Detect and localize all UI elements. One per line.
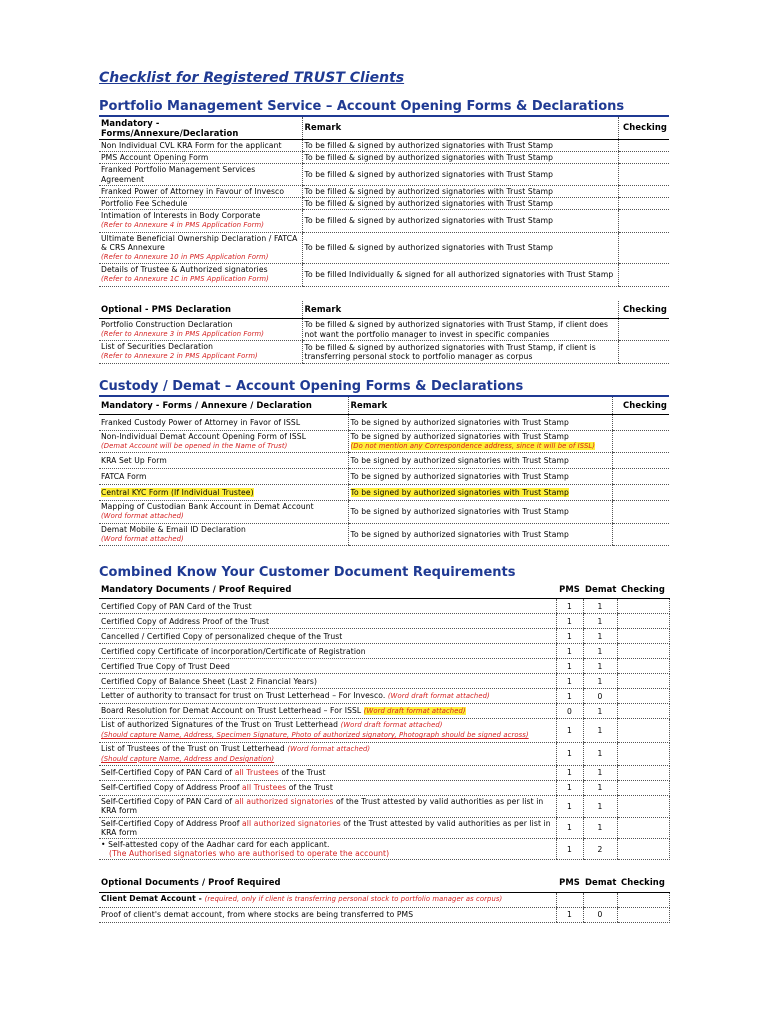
table-row: [99, 264, 669, 286]
checking-cell[interactable]: [612, 453, 669, 469]
pms-value: 1: [567, 725, 572, 735]
page-title: Checklist for Registered TRUST Clients: [99, 70, 405, 86]
checking-cell[interactable]: [617, 599, 669, 614]
remark-text: To be filled & signed by authorized signatories with Trust Stamp: [304, 216, 554, 226]
remark-note: (Do not mention any Correspondence address, since it will be of ISSL): [350, 442, 596, 451]
demat-value: 1: [597, 749, 603, 759]
document-page: [99, 68, 669, 923]
pms-section-heading: Portfolio Management Service – Account Opening Forms & Declarations: [99, 98, 669, 117]
remark-cell: [348, 523, 612, 545]
checking-cell[interactable]: [618, 198, 669, 210]
pms-count: [556, 614, 583, 629]
table-header-row: [99, 117, 669, 140]
remark-cell: [302, 164, 618, 185]
form-cell: [99, 210, 302, 232]
table-row: [99, 430, 669, 452]
remark-text: To be filled & signed by authorized signatories with Trust Stamp: [304, 243, 554, 253]
column-header: Checking: [617, 874, 669, 892]
form-cell: [99, 501, 348, 523]
document-cell: [99, 892, 556, 907]
demat-count: [583, 719, 617, 742]
table-row: [99, 674, 669, 689]
remark-cell: [302, 140, 618, 152]
form-note: (Demat Account will be opened in the Name of Trust): [101, 442, 288, 451]
checking-cell[interactable]: [612, 501, 669, 523]
demat-count: [583, 838, 617, 859]
pms-value: 0: [567, 706, 572, 716]
table-row: [99, 892, 669, 907]
document-cell: [99, 907, 556, 922]
remark-cell: [348, 430, 612, 452]
pms-count: [556, 781, 583, 796]
document-text: Letter of authority to transact for trust on Trust Letterhead – For Invesco.: [101, 691, 388, 701]
document-cell: [99, 766, 556, 781]
document-red-text: (Word format attached): [287, 744, 371, 753]
checking-cell[interactable]: [612, 485, 669, 501]
table-row: [99, 838, 669, 859]
demat-count: [583, 766, 617, 781]
form-cell: [99, 264, 302, 286]
column-header: Mandatory Documents / Proof Required: [99, 581, 556, 599]
demat-value: 1: [597, 646, 603, 656]
table-row: [99, 453, 669, 469]
form-name: List of Securities Declaration: [101, 342, 214, 352]
remark-cell: [302, 185, 618, 197]
table-row: [99, 210, 669, 232]
remark-text: To be filled & signed by authorized signatories with Trust Stamp: [304, 199, 554, 209]
form-name: Intimation of Interests in Body Corporate: [101, 211, 261, 221]
form-name: Ultimate Beneficial Ownership Declaration / FATCA & CRS Annexure: [101, 233, 298, 252]
kyc-section-heading: Combined Know Your Customer Document Requirements: [99, 565, 516, 581]
table-row: [99, 164, 669, 185]
form-note: (Word format attached): [101, 512, 184, 521]
checking-cell[interactable]: [612, 523, 669, 545]
checking-cell[interactable]: [618, 185, 669, 197]
form-cell: [99, 430, 348, 452]
checking-cell[interactable]: [617, 766, 669, 781]
remark-text: To be signed by authorized signatories with Trust Stamp: [350, 417, 569, 427]
checking-cell[interactable]: [612, 469, 669, 485]
pms-value: 1: [567, 823, 572, 833]
demat-count: [583, 689, 617, 704]
document-text-tail: of the Trust: [278, 768, 326, 778]
remark-cell: [348, 453, 612, 469]
form-note: (Refer to Annexure 10 in PMS Application Form): [101, 253, 269, 262]
form-cell: [99, 318, 302, 340]
form-name: Franked Portfolio Management Services Agreement: [101, 165, 256, 184]
table-row: [99, 140, 669, 152]
remark-text: To be filled & signed by authorized signatories with Trust Stamp: [304, 141, 554, 150]
table-row: [99, 796, 669, 817]
remark-cell: [302, 198, 618, 210]
document-text-tail: of the Trust: [286, 783, 333, 793]
form-cell: [99, 232, 302, 264]
table-header-row: [99, 301, 669, 319]
document-text: Self-Certified Copy of Address Proof: [101, 783, 243, 793]
document-note: (Should capture Name, Address and Designation): [101, 754, 275, 763]
demat-count: [583, 599, 617, 614]
form-name: Mapping of Custodian Bank Account in Demat Account: [101, 502, 314, 512]
table-row: [99, 414, 669, 430]
pms-count: [556, 659, 583, 674]
document-text: Certified Copy of Address Proof of the Trust: [101, 616, 270, 626]
pms-count: [556, 644, 583, 659]
table-row: [99, 185, 669, 197]
form-cell: [99, 152, 302, 164]
pms-count: [556, 817, 583, 838]
document-text: Self-Certified Copy of PAN Card of: [101, 797, 235, 807]
column-header: Mandatory - Forms/Annexure/Declaration: [99, 117, 302, 140]
form-note: (Refer to Annexure 1C in PMS Application Form): [101, 275, 269, 284]
document-text: Client Demat Account -: [101, 894, 205, 904]
document-text: • Self-attested copy of the Aadhar card for each applicant.: [101, 839, 330, 849]
document-text-tail: of the Trust attested by valid authorities as per list in KRA form: [101, 818, 551, 837]
table-row: [99, 704, 669, 719]
column-header: PMS: [556, 581, 583, 599]
form-name: Portfolio Fee Schedule: [101, 199, 188, 209]
demat-count: [583, 659, 617, 674]
pms-value: 1: [567, 691, 572, 701]
table-row: [99, 644, 669, 659]
checking-cell[interactable]: [617, 781, 669, 796]
form-cell: [99, 164, 302, 185]
demat-value: 1: [597, 801, 603, 811]
demat-value: 1: [597, 725, 603, 735]
pms-value: 1: [567, 844, 572, 854]
demat-count: [583, 674, 617, 689]
demat-value: 1: [597, 676, 603, 686]
document-cell: [99, 742, 556, 765]
checking-cell[interactable]: [617, 719, 669, 742]
remark-text: To be signed by authorized signatories with Trust Stamp: [350, 431, 569, 441]
pms-count: [556, 599, 583, 614]
remark-text: To be signed by authorized signatories with Trust Stamp: [350, 456, 569, 466]
demat-value: 1: [597, 631, 603, 641]
document-red-text: all authorized signatories: [242, 818, 341, 828]
remark-cell: [302, 318, 618, 340]
checking-cell[interactable]: [617, 892, 669, 907]
remark-cell: [348, 485, 612, 501]
checking-cell[interactable]: [617, 614, 669, 629]
table-header-row: [99, 581, 669, 599]
demat-value: 1: [597, 823, 603, 833]
form-cell: [99, 140, 302, 152]
document-text: Certified Copy of PAN Card of the Trust: [101, 601, 252, 611]
custody-section-heading: Custody / Demat – Account Opening Forms & Declarations: [99, 378, 669, 397]
table-row: [99, 341, 669, 363]
checking-cell[interactable]: [617, 742, 669, 765]
form-name: PMS Account Opening Form: [101, 153, 209, 163]
checking-cell[interactable]: [618, 210, 669, 232]
remark-text: To be filled & signed by authorized signatories with Trust Stamp, if client does not want the portfolio manager to invest in specific companies: [304, 320, 609, 339]
remark-text: To be signed by authorized signatories with Trust Stamp: [350, 472, 569, 482]
checking-cell[interactable]: [617, 838, 669, 859]
document-red-text: (Word draft format attached): [363, 707, 466, 716]
demat-value: 1: [597, 616, 603, 626]
document-text: Certified copy Certificate of incorporation/Certificate of Registration: [101, 646, 366, 656]
pms-value: 1: [567, 801, 572, 811]
column-header: Checking: [617, 581, 669, 599]
table-header-row: [99, 874, 669, 892]
pms-count: [556, 907, 583, 922]
column-header: Optional Documents / Proof Required: [99, 874, 556, 892]
table-row: [99, 907, 669, 922]
column-header: Remark: [302, 117, 618, 140]
checking-cell[interactable]: [618, 232, 669, 264]
remark-cell: [302, 152, 618, 164]
table-row: [99, 742, 669, 765]
document-cell: [99, 719, 556, 742]
table-row: [99, 232, 669, 264]
pms-count: [556, 629, 583, 644]
demat-count: [583, 892, 617, 907]
remark-text: To be filled Individually & signed for all authorized signatories with Trust Stamp: [304, 270, 614, 280]
demat-value: 1: [597, 706, 603, 716]
column-header: Remark: [302, 301, 618, 319]
document-text: Self-Certified Copy of PAN Card of: [101, 768, 235, 778]
document-cell: [99, 817, 556, 838]
form-cell: [99, 185, 302, 197]
remark-text: To be signed by authorized signatories with Trust Stamp: [350, 488, 569, 498]
column-header: Demat: [583, 581, 617, 599]
remark-cell: [348, 501, 612, 523]
document-cell: [99, 796, 556, 817]
remark-text: To be signed by authorized signatories with Trust Stamp: [350, 507, 569, 517]
document-cell: [99, 689, 556, 704]
pms-count: [556, 838, 583, 859]
pms-count: [556, 704, 583, 719]
remark-cell: [348, 414, 612, 430]
pms-value: 1: [567, 783, 572, 793]
document-text: List of authorized Signatures of the Trust on Trust Letterhead: [101, 720, 341, 730]
pms-count: [556, 674, 583, 689]
pms-value: 1: [567, 676, 572, 686]
table-row: [99, 659, 669, 674]
form-note: (Refer to Annexure 3 in PMS Application Form): [101, 330, 265, 339]
document-cell: [99, 674, 556, 689]
column-header: Checking: [618, 117, 669, 140]
column-header: Checking: [618, 301, 669, 319]
checking-cell[interactable]: [617, 907, 669, 922]
document-note: (Should capture Name, Address, Specimen Signature, Photo of authorized signatory, Photograph should be signed across): [101, 731, 529, 740]
remark-text: To be filled & signed by authorized signatories with Trust Stamp: [304, 186, 554, 196]
pms-count: [556, 796, 583, 817]
demat-count: [583, 796, 617, 817]
pms-value: 1: [567, 646, 572, 656]
pms-count: [556, 892, 583, 907]
demat-value: 1: [597, 661, 603, 671]
checking-cell[interactable]: [617, 796, 669, 817]
document-text: Board Resolution for Demat Account on Trust Letterhead – For ISSL: [101, 706, 364, 716]
kyc-optional-table: [99, 874, 670, 922]
table-row: [99, 629, 669, 644]
form-name: Non Individual CVL KRA Form for the applicant: [101, 141, 282, 150]
form-cell: [99, 198, 302, 210]
form-note: (Word format attached): [101, 534, 184, 543]
form-name: Details of Trustee & Authorized signatories: [101, 265, 268, 275]
document-text: Certified True Copy of Trust Deed: [101, 661, 230, 671]
checking-cell[interactable]: [618, 341, 669, 363]
demat-count: [583, 704, 617, 719]
form-cell: [99, 341, 302, 363]
kyc-mandatory-table: [99, 581, 670, 860]
form-name: Central KYC Form (If Individual Trustee): [101, 488, 254, 498]
form-name: FATCA Form: [101, 472, 147, 482]
pms-count: [556, 766, 583, 781]
document-red-text: (Word draft format attached): [340, 721, 443, 730]
form-name: KRA Set Up Form: [101, 456, 167, 466]
demat-value: 0: [597, 909, 603, 919]
form-note: (Refer to Annexure 2 in PMS Applicant Form): [101, 352, 258, 361]
document-red-text: all Trustees: [242, 783, 287, 793]
checking-cell[interactable]: [618, 140, 669, 152]
document-red-text: all Trustees: [234, 768, 279, 778]
remark-cell: [348, 469, 612, 485]
remark-text: To be filled & signed by authorized signatories with Trust Stamp, if client is transferring personal stock to portfolio manager as corpus: [304, 342, 596, 361]
document-text: Self-Certified Copy of Address Proof: [101, 818, 243, 828]
checking-cell[interactable]: [612, 414, 669, 430]
document-cell: [99, 644, 556, 659]
demat-count: [583, 644, 617, 659]
form-name: Non-Individual Demat Account Opening Form of ISSL: [101, 431, 307, 441]
table-header-row: [99, 397, 669, 415]
demat-value: 1: [597, 601, 603, 611]
checking-cell[interactable]: [618, 264, 669, 286]
document-red-text: all authorized signatories: [234, 797, 334, 807]
document-note: (required, only if client is transferring personal stock to portfolio manager as corpus): [204, 895, 503, 904]
demat-value: 1: [597, 768, 603, 778]
remark-cell: [302, 210, 618, 232]
document-cell: [99, 659, 556, 674]
document-cell: [99, 781, 556, 796]
pms-value: 1: [567, 909, 572, 919]
document-cell: [99, 614, 556, 629]
custody-table: [99, 397, 669, 546]
demat-count: [583, 907, 617, 922]
checking-cell[interactable]: [617, 629, 669, 644]
form-cell: [99, 485, 348, 501]
form-note: (Refer to Annexure 4 in PMS Application Form): [101, 221, 265, 230]
document-text: Certified Copy of Balance Sheet (Last 2 Financial Years): [101, 676, 318, 686]
checking-cell[interactable]: [617, 674, 669, 689]
column-header: PMS: [556, 874, 583, 892]
table-row: [99, 318, 669, 340]
table-row: [99, 817, 669, 838]
demat-count: [583, 817, 617, 838]
table-row: [99, 523, 669, 545]
document-red-text: (Word draft format attached): [387, 692, 490, 701]
checking-cell[interactable]: [618, 318, 669, 340]
pms-count: [556, 689, 583, 704]
form-cell: [99, 469, 348, 485]
pms-value: 1: [567, 661, 572, 671]
form-name: Portfolio Construction Declaration: [101, 319, 233, 329]
remark-text: To be filled & signed by authorized signatories with Trust Stamp: [304, 153, 554, 163]
pms-value: 1: [567, 616, 572, 626]
remark-text: To be signed by authorized signatories with Trust Stamp: [350, 529, 569, 539]
pms-value: 1: [567, 631, 572, 641]
form-cell: [99, 453, 348, 469]
table-row: [99, 719, 669, 742]
document-text: List of Trustees of the Trust on Trust Letterhead: [101, 743, 288, 753]
pms-mandatory-table: [99, 117, 669, 287]
pms-value: 1: [567, 601, 572, 611]
pms-optional-table: [99, 301, 669, 364]
table-row: [99, 469, 669, 485]
document-text: Proof of client's demat account, from where stocks are being transferred to PMS: [101, 909, 414, 919]
remark-cell: [302, 232, 618, 264]
demat-value: 0: [597, 691, 603, 701]
pms-count: [556, 742, 583, 765]
column-header: Optional - PMS Declaration: [99, 301, 302, 319]
pms-value: 1: [567, 749, 572, 759]
checking-cell[interactable]: [617, 704, 669, 719]
pms-value: 1: [567, 768, 572, 778]
document-text-tail: of the Trust attested by valid authorities as per list in KRA form: [101, 797, 544, 816]
form-cell: [99, 414, 348, 430]
checking-cell[interactable]: [617, 689, 669, 704]
table-row: [99, 766, 669, 781]
table-row: [99, 152, 669, 164]
demat-count: [583, 629, 617, 644]
demat-value: 2: [597, 844, 603, 854]
demat-value: 1: [597, 783, 603, 793]
column-header: Remark: [348, 397, 612, 415]
remark-cell: [302, 341, 618, 363]
remark-text: To be filled & signed by authorized signatories with Trust Stamp: [304, 170, 554, 179]
checking-cell[interactable]: [617, 817, 669, 838]
column-header: Checking: [612, 397, 669, 415]
checking-cell[interactable]: [612, 430, 669, 452]
form-name: Franked Custody Power of Attorney in Favor of ISSL: [101, 417, 301, 427]
document-note: (The Authorised signatories who are authorised to operate the account): [109, 849, 390, 859]
table-row: [99, 781, 669, 796]
document-cell: [99, 838, 556, 859]
checking-cell[interactable]: [617, 659, 669, 674]
document-cell: [99, 704, 556, 719]
form-cell: [99, 523, 348, 545]
checking-cell[interactable]: [618, 164, 669, 185]
pms-count: [556, 719, 583, 742]
document-cell: [99, 629, 556, 644]
demat-count: [583, 742, 617, 765]
table-row: [99, 689, 669, 704]
document-text: Cancelled / Certified Copy of personalized cheque of the Trust: [101, 631, 343, 641]
form-name: Demat Mobile & Email ID Declaration: [101, 524, 246, 534]
demat-count: [583, 614, 617, 629]
checking-cell[interactable]: [617, 644, 669, 659]
table-row: [99, 485, 669, 501]
table-row: [99, 599, 669, 614]
remark-cell: [302, 264, 618, 286]
demat-count: [583, 781, 617, 796]
checking-cell[interactable]: [618, 152, 669, 164]
table-row: [99, 198, 669, 210]
column-header: Mandatory - Forms / Annexure / Declaration: [99, 397, 348, 415]
table-row: [99, 614, 669, 629]
table-row: [99, 501, 669, 523]
column-header: Demat: [583, 874, 617, 892]
document-cell: [99, 599, 556, 614]
form-name: Franked Power of Attorney in Favour of Invesco: [101, 186, 285, 196]
